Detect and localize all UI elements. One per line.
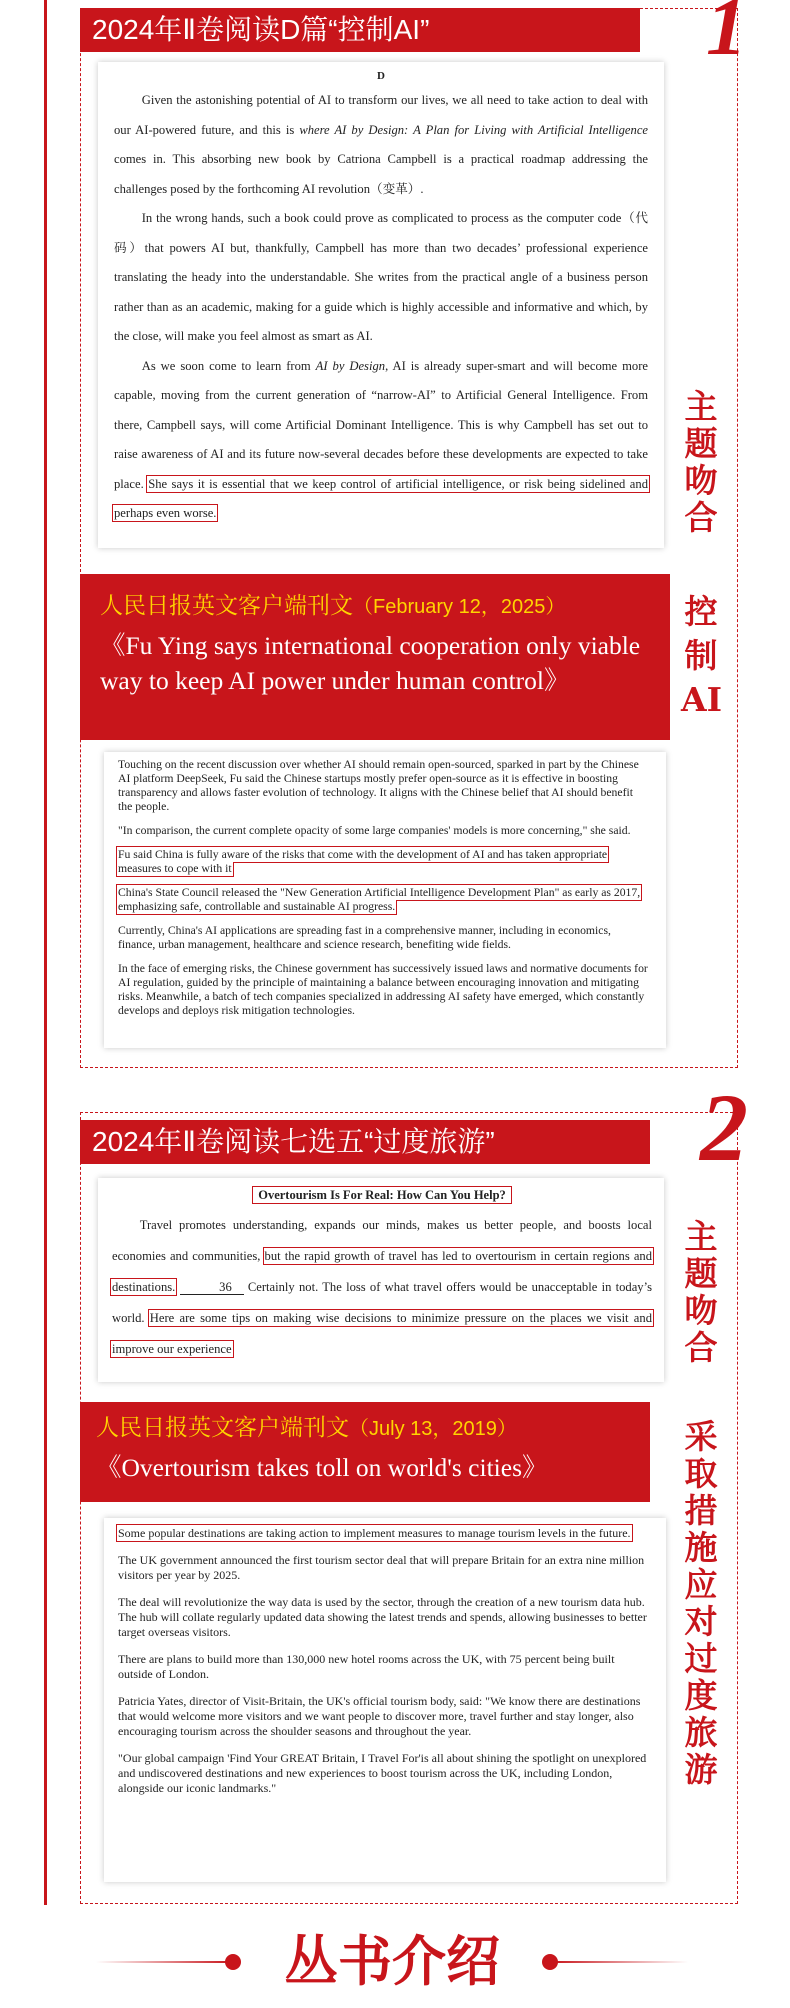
news-paragraph: Touching on the recent discussion over whether AI should remain open-sourced, sparked in part by the Chinese AI platform DeepSeek, Fu said the Chinese startups mostly prefer open-source as it is effective in boosting transparency and allows faster evolution of technology. It aligns with the Chinese belief that AI should benefit the people. <box>118 758 639 813</box>
section-2-number: 2 <box>700 1074 748 1181</box>
section-1-exam-label: 2024年Ⅱ卷阅读D篇“控制AI” <box>80 8 640 52</box>
news-paragraph: The UK government announced the first tourism sector deal that will prepare Britain for an extra nine million visitors per year by 2025. <box>118 1553 645 1582</box>
exam-passage-d <box>98 62 664 548</box>
theme-match-label: 主题吻合 <box>684 1217 718 1367</box>
news-paragraph: In the face of emerging risks, the Chinese government has successively issued laws and normative documents for AI regulation, guided by the principle of maintaining a balance between encouraging innovation and mitigating risks. Meanwhile, a batch of tech companies specialized in addressing AI safety have emerged, which constantly develops and deploys risk mitigation technologies. <box>118 962 648 1017</box>
news-paragraph: The deal will revolutionize the way data is used by the sector, through the creation of a new tourism data hub. The hub will collate regularly updated data showing the latest trends and spends, allowing businesses to better target overseas visitors. <box>118 1595 647 1639</box>
news-paragraph: There are plans to build more than 130,000 new hotel rooms across the UK, with 75 percent being built outside of London. <box>118 1652 615 1681</box>
news-date: （July 13，2019） <box>349 1418 517 1440</box>
theme-topic-label: 采取措施应对过度旅游 <box>684 1417 718 1789</box>
news-title: 《Overtourism takes toll on world's cities》 <box>96 1453 548 1482</box>
exam-paragraph: Given the astonishing potential of AI to transform our lives, we all need to take action to deal with our AI-powered future, and this is where AI by Design: A Plan for Living with Artificial Intelligence comes in. This absorbing new book by Catriona Campbell is a practical roadmap addressing the challenges posed by the forthcoming AI revolution（变革）. <box>114 93 648 196</box>
left-accent-line <box>44 0 47 1905</box>
highlighted-sentence: China's State Council released the "New Generation Artificial Intelligence Development Plan" as early as 2017, emphasizing safe, controllable and sustainable AI progress. <box>118 886 641 913</box>
section-1-number: 1 <box>706 0 747 72</box>
theme-topic-label: 控制AI <box>681 592 723 719</box>
news-paragraph: "In comparison, the current complete opacity of some large companies' models is more concerning," she said. <box>118 824 631 837</box>
news-paragraph <box>118 1526 652 1541</box>
news-paragraph <box>118 848 650 876</box>
highlighted-sentence: Some popular destinations are taking action to implement measures to manage tourism levels in the future. <box>118 1526 631 1540</box>
news-header-2 <box>80 1402 650 1502</box>
news-source: 人民日报英文客户端刊文 <box>100 593 353 619</box>
footer-divider-left <box>96 1961 232 1963</box>
answer-blank: 36 <box>180 1280 244 1295</box>
theme-match-label: 主题吻合 <box>684 387 718 537</box>
highlighted-sentence: Here are some tips on making wise decisions to minimize pressure on the places we visit and improve our experience <box>112 1311 652 1356</box>
exam-paragraph: Travel promotes understanding, expands our minds, makes us better people, and boosts local economies and communities, but the rapid growth of travel has led to overtourism in certain regions and destinations. 36 Certainly not. The loss of what travel offers would be unacceptable in today’s world. Here are some tips on making wise decisions to minimize pressure on the places we visit and improve our experience <box>112 1218 653 1356</box>
news-paragraph <box>118 886 650 914</box>
highlighted-sentence: Fu said China is fully aware of the risks that come with the development of AI and has taken appropriate measures to cope with it <box>118 848 608 875</box>
news-source: 人民日报英文客户端刊文 <box>96 1415 349 1441</box>
exam-paragraph: As we soon come to learn from AI by Design, AI is already super-smart and will become more capable, moving from the current generation of “narrow-AI” to Artificial General Intelligence. From there, Campbell says, will come Artificial Dominant Intelligence. This is why Campbell has set out to raise awareness of AI and its future now-several decades before these developments are expected to take place. She says it is essential that we keep control of artificial intelligence, or risk being sidelined and perhaps even worse. <box>114 358 648 520</box>
news-date: （February 12，2025） <box>353 596 566 618</box>
news-paragraph: Patricia Yates, director of Visit-Britain, the UK's official tourism body, said: "We know there are destinations that would welcome more visitors and we want people to discover more, travel further and stay longer, also encouraging tourism across the shoulder seasons and throughout the year. <box>118 1694 641 1738</box>
exam-passage-overtourism <box>98 1178 664 1382</box>
footer-dot-left <box>225 1954 241 1970</box>
footer-title: 丛书介绍 <box>284 1929 500 1993</box>
news-paragraph: Currently, China's AI applications are spreading fast in a comprehensive manner, including in economics, finance, urban management, healthcare and science research, benefiting wide fields. <box>118 924 611 951</box>
section-2-exam-label: 2024年Ⅱ卷阅读七选五“过度旅游” <box>80 1120 650 1164</box>
passage-letter: D <box>377 70 385 82</box>
news-article-2 <box>104 1518 666 1882</box>
highlighted-sentence: She says it is essential that we keep control of artificial intelligence, or risk being sidelined and perhaps even worse. <box>114 476 648 520</box>
highlighted-sentence: but the rapid growth of travel has led to overtourism in certain regions and destinations. <box>112 1249 653 1294</box>
news-header-1 <box>80 574 670 740</box>
news-article-1 <box>104 752 666 1048</box>
footer-divider-right <box>552 1961 688 1963</box>
news-paragraph: "Our global campaign 'Find Your GREAT Britain, I Travel For'is all about shining the spotlight on unexplored and undiscovered destinations and new experiences to boost tourism across the UK, including London, alongside our iconic landmarks." <box>118 1751 647 1795</box>
exam-paragraph: In the wrong hands, such a book could prove as complicated to process as the computer code（代码）that powers AI but, thankfully, Campbell has more than two decades’ professional experience translating the heady into the understandable. She writes from the practical angle of a business person rather than as an academic, making for a guide which is highly accessible and informative and which, by the close, will make you feel almost as smart as AI. <box>114 211 648 343</box>
exam-title: Overtourism Is For Real: How Can You Help? <box>254 1188 510 1202</box>
news-title: 《Fu Ying says international cooperation only viable way to keep AI power under human control》 <box>100 631 641 695</box>
